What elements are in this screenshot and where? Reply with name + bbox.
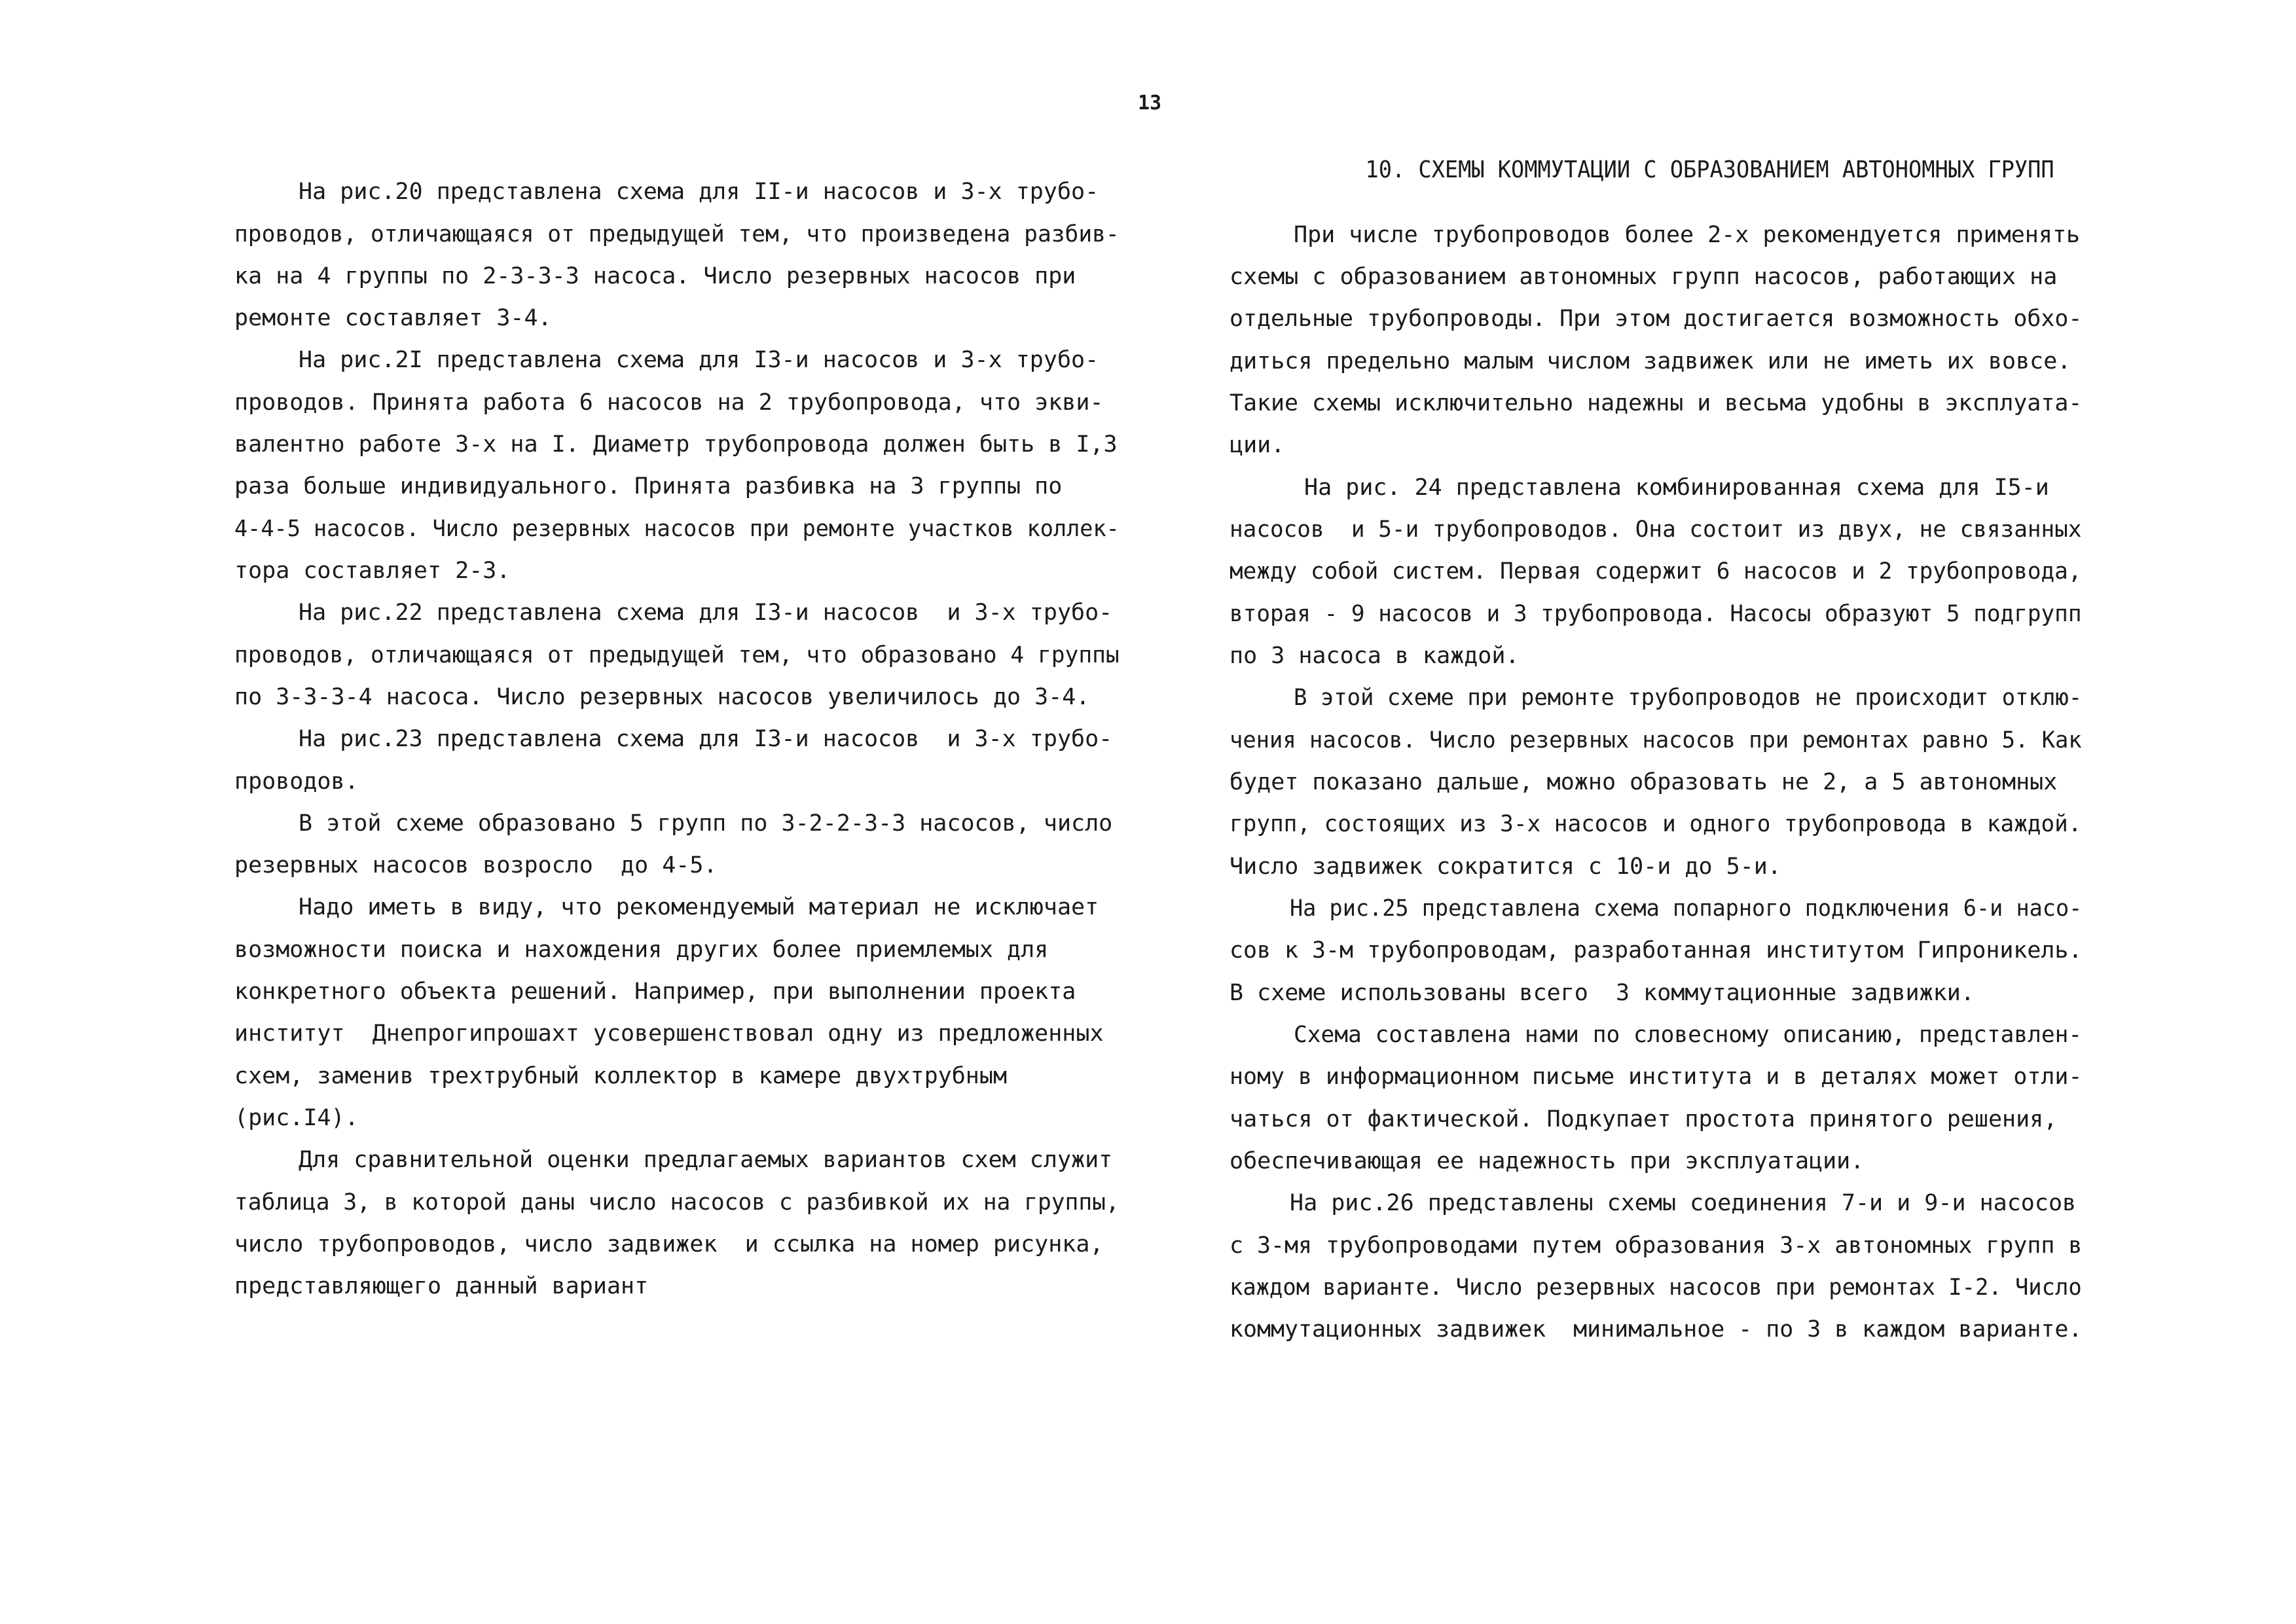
right-line: чения насосов. Число резервных насосов при ремонтах равно 5. Как — [1230, 727, 2082, 753]
right-line: Такие схемы исключительно надежны и весьма удобны в эксплуата- — [1230, 390, 2083, 416]
left-line: проводов, отличающаяся от предыдущей тем, что образовано 4 группы — [234, 642, 1120, 668]
right-line: чаться от фактической. Подкупает простота принятого решения, — [1230, 1106, 2058, 1132]
right-line: В этой схеме при ремонте трубопроводов не происходит отклю- — [1294, 685, 2083, 711]
right-line: будет показано дальше, можно образовать не 2, а 5 автономных — [1230, 769, 2058, 795]
left-line: раза больше индивидуального. Принята разбивка на 3 группы по — [234, 473, 1063, 499]
left-line: проводов. Принята работа 6 насосов на 2 трубопровода, что экви- — [234, 389, 1104, 416]
right-line: При числе трубопроводов более 2-х рекомендуется применять — [1294, 222, 2081, 248]
right-line: сов к 3-м трубопроводам, разработанная институтом Гипроникель. — [1230, 937, 2083, 964]
right-line: схемы с образованием автономных групп насосов, работающих на — [1230, 264, 2058, 290]
right-line: На рис.26 представлены схемы соединения 7-и и 9-и насосов — [1290, 1190, 2077, 1216]
left-line: число трубопроводов, число задвижек и ссылка на номер рисунка, — [234, 1231, 1104, 1257]
left-line: Надо иметь в виду, что рекомендуемый материал не исключает — [299, 894, 1099, 920]
left-line: тора составляет 2-3. — [234, 558, 511, 584]
left-line: ка на 4 группы по 2-3-3-3 насоса. Число резервных насосов при — [234, 263, 1076, 289]
left-line: 4-4-5 насосов. Число резервных насосов при ремонте участков коллек- — [234, 516, 1120, 542]
right-line: диться предельно малым числом задвижек или не иметь их вовсе. — [1230, 348, 2071, 374]
right-line: по 3 насоса в каждой. — [1230, 643, 1520, 669]
right-line: Число задвижек сократится с 10-и до 5-и. — [1230, 854, 1781, 880]
right-line: вторая - 9 насосов и 3 трубопровода. Насосы образуют 5 подгрупп — [1230, 601, 2082, 627]
left-line: проводов, отличающаяся от предыдущей тем, что произведена разбив- — [234, 221, 1120, 247]
right-line: ции. — [1230, 432, 1285, 458]
left-line: представляющего данный вариант — [234, 1273, 649, 1299]
left-line: В этой схеме образовано 5 групп по 3-2-2-3-3 насосов, число — [299, 810, 1113, 837]
left-line: валентно работе 3-х на I. Диаметр трубопровода должен быть в I,3 — [234, 431, 1118, 458]
right-line: каждом варианте. Число резервных насосов при ремонтах I-2. Число — [1230, 1274, 2082, 1301]
left-line: Для сравнительной оценки предлагаемых вариантов схем служит — [299, 1147, 1113, 1173]
left-line: резервных насосов возросло до 4-5. — [234, 852, 718, 878]
left-line: по 3-3-3-4 насоса. Число резервных насосов увеличилось до 3-4. — [234, 684, 1090, 710]
left-line: На рис.20 представлена схема для II-и насосов и 3-х трубо- — [299, 179, 1099, 205]
right-line: с 3-мя трубопроводами путем образования 3-х автономных групп в — [1230, 1233, 2083, 1259]
left-line: На рис.23 представлена схема для I3-и насосов и 3-х трубо- — [299, 726, 1113, 752]
left-line: (рис.I4). — [234, 1105, 359, 1131]
page-number: 13 — [1138, 92, 1162, 115]
left-line: конкретного объекта решений. Например, при выполнении проекта — [234, 979, 1076, 1005]
right-line: групп, состоящих из 3-х насосов и одного трубопровода в каждой. — [1230, 811, 2082, 837]
right-line: насосов и 5-и трубопроводов. Она состоит из двух, не связанных — [1230, 516, 2082, 543]
left-line: На рис.2I представлена схема для I3-и насосов и 3-х трубо- — [299, 347, 1099, 373]
right-line: На рис.25 представлена схема попарного подключения 6-и насо- — [1290, 895, 2083, 922]
right-line: Схема составлена нами по словесному описанию, представлен- — [1294, 1022, 2083, 1048]
right-line: отдельные трубопроводы. При этом достигается возможность обхо- — [1230, 306, 2083, 332]
right-line: коммутационных задвижек минимальное - по 3 в каждом варианте. — [1230, 1316, 2083, 1343]
left-line: На рис.22 представлена схема для I3-и насосов и 3-х трубо- — [299, 600, 1113, 626]
left-line: таблица 3, в которой даны число насосов с разбивкой их на группы, — [234, 1189, 1120, 1216]
left-line: институт Днепрогипрошахт усовершенствовал одну из предложенных — [234, 1020, 1104, 1047]
left-line: проводов. — [234, 768, 359, 795]
right-line: В схеме использованы всего 3 коммутационные задвижки. — [1230, 980, 1975, 1006]
left-line: схем, заменив трехтрубный коллектор в камере двухтрубным — [234, 1063, 1008, 1089]
right-line: между собой систем. Первая содержит 6 насосов и 2 трубопровода, — [1230, 558, 2082, 585]
left-line: ремонте составляет 3-4. — [234, 305, 552, 331]
right-line: На рис. 24 представлена комбинированная схема для I5-и — [1304, 475, 2049, 501]
section-heading: 10. СХЕМЫ КОММУТАЦИИ С ОБРАЗОВАНИЕМ АВТОНОМНЫХ ГРУПП — [1365, 156, 2054, 183]
right-line: ному в информационном письме института и в деталях может отли- — [1230, 1064, 2083, 1090]
right-line: обеспечивающая ее надежность при эксплуатации. — [1230, 1148, 1865, 1174]
left-line: возможности поиска и нахождения других более приемлемых для — [234, 937, 1049, 963]
